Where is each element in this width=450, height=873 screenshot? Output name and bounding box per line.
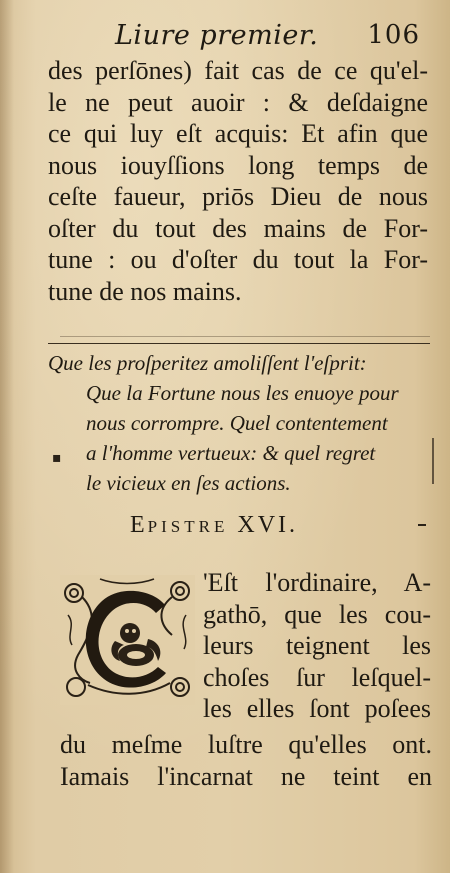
page-gutter-shadow <box>0 0 14 873</box>
page-header <box>115 20 420 54</box>
text-line: du meſme luſtre qu'elles ont. <box>60 730 432 759</box>
summary-line: Que la Fortune nous les enuoye pour <box>86 381 399 405</box>
running-title: Liure premier. <box>115 20 319 51</box>
summary-line: Que les proſperitez amoliſſent l'eſprit: <box>48 351 367 375</box>
text-line: oſter du tout des mains de For- <box>48 213 428 243</box>
summary-line: le vicieux en ſes actions. <box>86 471 291 495</box>
text-line: 'Eſt l'ordinaire, A- <box>203 568 431 597</box>
text-line: des perſōnes) fait cas de ce qu'el- <box>48 56 428 85</box>
epistle-heading <box>130 512 298 539</box>
text-line: ce qui luy eſt acquis: Et afin que <box>48 119 428 148</box>
heading-numeral: XVI. <box>237 512 299 538</box>
summary-bracket <box>424 438 434 484</box>
text-line: leurs teignent les <box>203 631 431 660</box>
text-line: choſes ſur leſquel- <box>203 662 431 692</box>
page-number: 106 <box>367 20 420 50</box>
text-line: nous iouyſſions long temps de <box>48 150 428 180</box>
epistle-opening <box>203 567 431 725</box>
ornamental-initial-c-icon <box>60 575 195 705</box>
heading-initial: E <box>130 512 148 538</box>
faint-divider <box>60 336 430 337</box>
summary-line: nous corrompre. Quel contentement <box>86 411 388 435</box>
text-line: les elles ſont poſees <box>203 694 431 723</box>
heading-word: PISTRE <box>147 517 229 536</box>
text-line: le ne peut auoir : & deſdaigne <box>48 87 428 117</box>
body-paragraph <box>48 55 428 307</box>
text-line: gathō, que les cou- <box>203 599 431 629</box>
text-line: ceſte faueur, priōs Dieu de nous <box>48 182 428 211</box>
section-divider <box>48 343 430 344</box>
chapter-summary <box>48 348 432 498</box>
margin-mark-icon: ▪ <box>52 450 62 466</box>
text-line: tune de nos mains. <box>48 276 242 306</box>
heading-dash <box>418 524 426 526</box>
summary-line: a l'homme vertueux: & quel regret <box>86 441 376 465</box>
text-line: Iamais l'incarnat ne teint en <box>60 761 432 791</box>
epistle-body <box>60 729 432 792</box>
text-line: tune : ou d'oſter du tout la For- <box>48 245 428 274</box>
